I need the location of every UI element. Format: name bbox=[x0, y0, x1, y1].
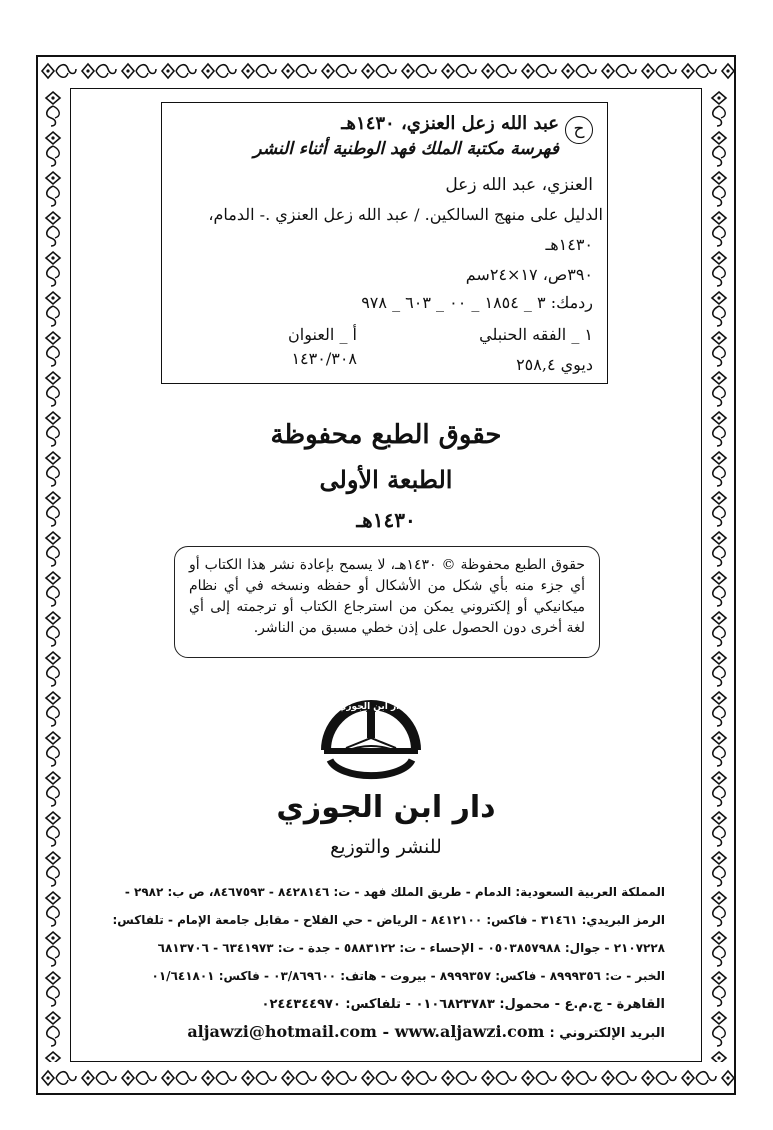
cip-badge: ح bbox=[565, 116, 593, 144]
contact-line-3: ٢١٠٧٢٢٨ - جوال: ٠٥٠٣٨٥٧٩٨٨ - الإحساء - ت: ٥٨٨٣١٢٢ - جدة - ت: ٦٣٤١٩٧٣ - ٦٨١٣٧٠٦ bbox=[157, 941, 665, 955]
contact-line-1: المملكة العربية السعودية: الدمام - طريق الملك فهد - ت: ٨٤٢٨١٤٦ - ٨٤٦٧٥٩٣، ص ب: ٢٩٨٢ - bbox=[124, 885, 665, 899]
ornament-bottom-icon bbox=[38, 1064, 734, 1093]
rights-reserved-title: حقوق الطبع محفوظة bbox=[270, 420, 502, 450]
ornament-left-icon bbox=[38, 88, 68, 1062]
email-value[interactable]: aljawzi@hotmail.com - www.aljawzi.com bbox=[187, 1022, 545, 1041]
copyright-notice: حقوق الطبع محفوظة © ١٤٣٠هـ، لا يسمح بإعادة نشر هذا الكتاب أو أي جزء منه بأي شكل من الأشكال أو حفظه ونسخه في أي نظام ميكانيكي أو إلكتروني يمكن من استرجاع الكتاب أو ترجمته إلى أي لغة أخرى دون الحصول على إذن خطي مسبق من الناشر. bbox=[174, 546, 600, 658]
cip-isbn: ردمك: ٣ _ ١٨٥٤ _ ٠٠ _ ٦٠٣ _ ٩٧٨ bbox=[361, 293, 593, 312]
ornament-band-left bbox=[38, 88, 68, 1062]
ornament-top-icon bbox=[38, 57, 734, 86]
publisher-name: دار ابن الجوزي bbox=[276, 790, 496, 825]
ornament-band-right bbox=[704, 88, 734, 1062]
cip-title-entry: أ _ العنوان bbox=[288, 325, 357, 344]
cip-author-name: العنزي، عبد الله زعل bbox=[445, 175, 593, 195]
ornament-right-icon bbox=[704, 88, 734, 1062]
edition-year: ١٤٣٠هـ bbox=[356, 508, 416, 532]
cip-deposit-number: ١٤٣٠/٣٠٨ bbox=[291, 349, 357, 368]
cip-title-line: الدليل على منهج السالكين. / عبد الله زعل العنزي .- الدمام، bbox=[208, 205, 603, 224]
cip-dewey: ديوي ٢٥٨,٤ bbox=[516, 355, 593, 374]
contact-line-5: القاهرة - ج.م.ع - محمول: ٠١٠٦٨٢٣٧٨٣ - تلفاكس: ٠٢٤٤٣٤٤٩٧٠ bbox=[261, 997, 665, 1012]
contact-line-2: الرمز البريدي: ٣١٤٦١ - فاكس: ٨٤١٢١٠٠ - الرياض - حي الفلاح - مقابل جامعة الإمام - تلفاكس: bbox=[112, 913, 665, 927]
ornament-band-top bbox=[38, 57, 734, 86]
cip-subject: ١ _ الفقه الحنبلي bbox=[479, 325, 593, 344]
logo-bottom-text: للنشر والتوزيع bbox=[350, 756, 392, 764]
publisher-logo bbox=[316, 690, 426, 780]
contact-line-4: الخبر - ت: ٨٩٩٩٣٥٦ - فاكس: ٨٩٩٩٣٥٧ - بيروت - هاتف: ٠٣/٨٦٩٦٠٠ - فاكس: ٠١/٦٤١٨٠١ bbox=[151, 969, 665, 983]
email-label: البريد الإلكتروني : bbox=[549, 1026, 665, 1041]
logo-top-text: دار ابن الجوزي bbox=[338, 702, 404, 712]
cataloging-in-publication-box bbox=[161, 102, 608, 384]
cip-author-header: عبد الله زعل العنزي، ١٤٣٠هـ bbox=[341, 113, 559, 134]
edition-title: الطبعة الأولى bbox=[319, 465, 453, 494]
publisher-tagline: للنشر والتوزيع bbox=[330, 836, 442, 858]
cip-year: ١٤٣٠هـ bbox=[545, 235, 593, 254]
email-line bbox=[110, 1022, 665, 1041]
ornament-band-bottom bbox=[38, 1064, 734, 1093]
cip-pages: ٣٩٠ص، ١٧×٢٤سم bbox=[465, 265, 593, 284]
cip-catalog-header: فهرسة مكتبة الملك فهد الوطنية أثناء النشر bbox=[253, 139, 559, 159]
